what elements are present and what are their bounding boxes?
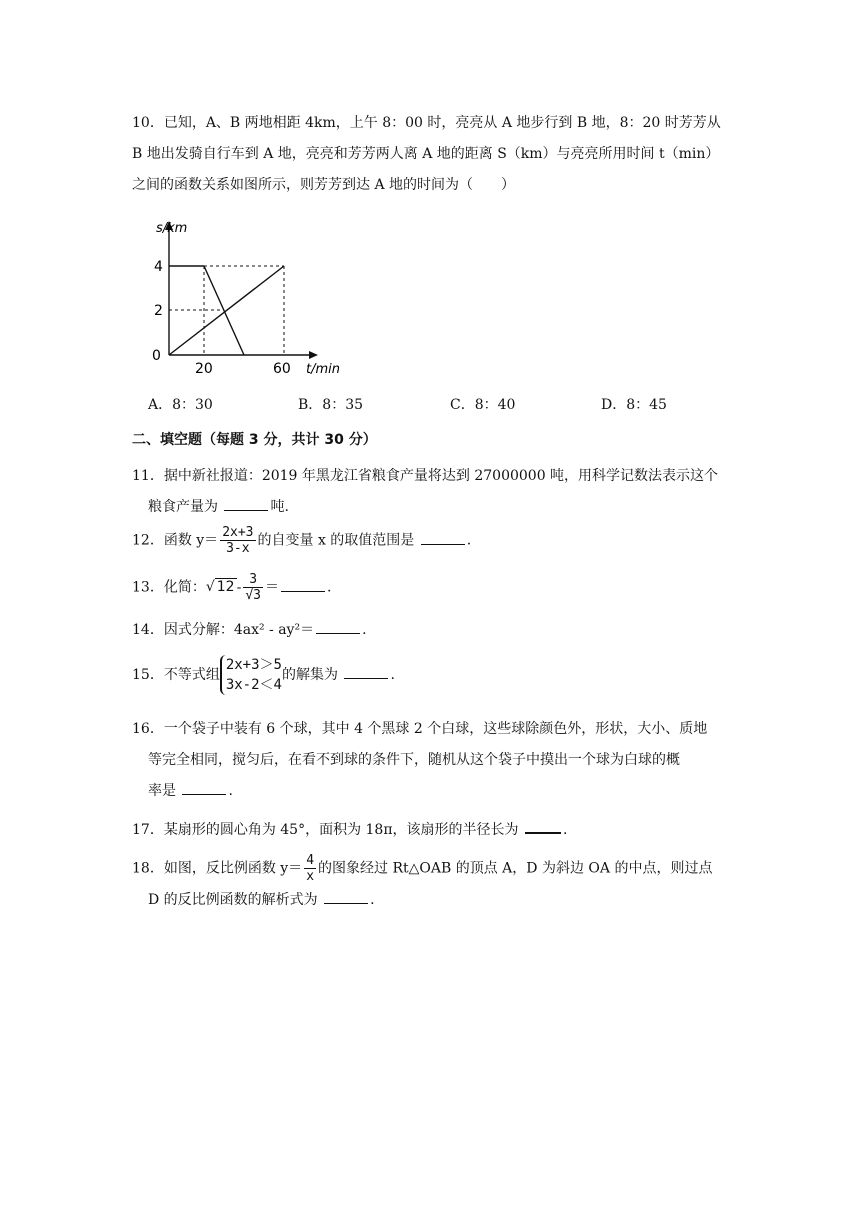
q15-end: . [390, 667, 395, 683]
q13-pre: 13．化简： [132, 579, 206, 596]
q12-fraction [220, 525, 255, 556]
q18-line-2: D 的反比例函数的解析式为 . [148, 891, 375, 908]
q12-numerator: 2x+3 [222, 525, 254, 540]
answer-blank [324, 891, 368, 904]
q10-line-1: 10．已知，A、B 两地相距 4km，上午 8：00 时，亮亮从 A 地步行到 B 地，8：20 时芳芳从 [132, 115, 721, 131]
q11-line-1: 11．据中新社报道：2019 年黑龙江省粮食产量将达到 27000000 吨，用科学记数法表示这个 [132, 468, 719, 484]
q13-minus: - [236, 579, 242, 596]
question-10 [132, 108, 732, 201]
question-11 [132, 461, 732, 523]
y-tick-4: 4 [154, 259, 163, 275]
answer-blank [182, 782, 226, 795]
answer-blank [344, 666, 388, 679]
liangliang-line [169, 266, 284, 355]
q11-unit: 吨. [270, 499, 289, 515]
q16-line-2: 等完全相同，搅匀后，在看不到球的条件下，随机从这个袋子中摸出一个球为白球的概 [148, 752, 680, 768]
q18-line-1: 18．如图，反比例函数 y＝ $\frac{4}{x}$ 的图象经过 Rt△OAB 的顶点 A，D 为斜边 OA 的中点，则过点 [132, 853, 713, 884]
x-tick-20: 20 [195, 361, 213, 377]
q17-text: 17．某扇形的圆心角为 45°，面积为 18π，该扇形的半径长为 [132, 822, 519, 838]
answer-blank [281, 579, 325, 592]
question-17 [132, 815, 732, 846]
q12-pre: 12．函数 y＝ [132, 532, 219, 549]
q15-post: 的解集为 [281, 667, 338, 683]
q16-line-3: 率是 . [148, 783, 233, 799]
answer-blank [224, 498, 268, 511]
option-a: A．8：30 [148, 397, 213, 413]
question-18 [132, 853, 732, 916]
answer-blank [316, 621, 360, 634]
q12-post: 的自变量 x 的取值范围是 [257, 532, 415, 549]
x-axis-arrow [309, 351, 318, 359]
option-d: D．8：45 [601, 397, 667, 413]
q11-text: 粮食产量为 [148, 499, 218, 515]
q13-fraction: $\frac{3}{√3}$ [245, 572, 261, 603]
question-13 [132, 572, 732, 604]
y-tick-2: 2 [154, 303, 163, 319]
q15-inequality-2: 3x-2＜4 [225, 677, 282, 693]
y-axis-label: s/km [156, 221, 188, 236]
q15-pre: 15．不等式组 [132, 667, 220, 683]
q18-fraction: $\frac{4}{x}$ [306, 853, 315, 884]
question-15 [132, 655, 732, 695]
q14-text: 14．因式分解：4ax² - ay²＝ [132, 622, 315, 638]
q15-inequality-system [220, 655, 282, 695]
q13-end: . [326, 579, 332, 596]
answer-blank [421, 532, 465, 545]
q10-line-3: 之间的函数关系如图所示，则芳芳到达 A 地的时间为（ ） [132, 177, 516, 193]
q13-radical-12: √ 12 [205, 579, 235, 595]
q15-inequality-1: 2x+3＞5 [225, 657, 282, 673]
question-12 [132, 525, 732, 557]
section-2-title: 二、填空题（每题 3 分，共计 30 分） [132, 432, 377, 448]
x-axis-label: t/min [306, 362, 340, 377]
q12-denominator: 3-x [226, 541, 250, 556]
q12-end: . [466, 532, 472, 549]
q16-line-1: 16．一个袋子中装有 6 个球，其中 4 个黑球 2 个白球，这些球除颜色外，形状，大小、质地 [132, 721, 708, 737]
question-16 [132, 714, 732, 807]
answer-blank [525, 820, 561, 834]
q10-line-2: B 地出发骑自行车到 A 地，亮亮和芳芳两人离 A 地的距离 S（km）与亮亮所用时间 t（min） [132, 146, 720, 162]
option-b: B．8：35 [298, 397, 364, 413]
q11-line-2 [132, 492, 732, 523]
q10-options [148, 394, 748, 416]
x-tick-60: 60 [273, 361, 291, 377]
option-c: C．8：40 [450, 397, 516, 413]
q14-end: . [362, 622, 367, 638]
q10-graph [140, 215, 360, 380]
q13-equals: ＝ [264, 579, 279, 596]
q17-end: . [563, 822, 568, 838]
fangfang-ride-line [204, 266, 244, 355]
origin-label: 0 [152, 348, 161, 364]
question-14 [132, 615, 732, 646]
